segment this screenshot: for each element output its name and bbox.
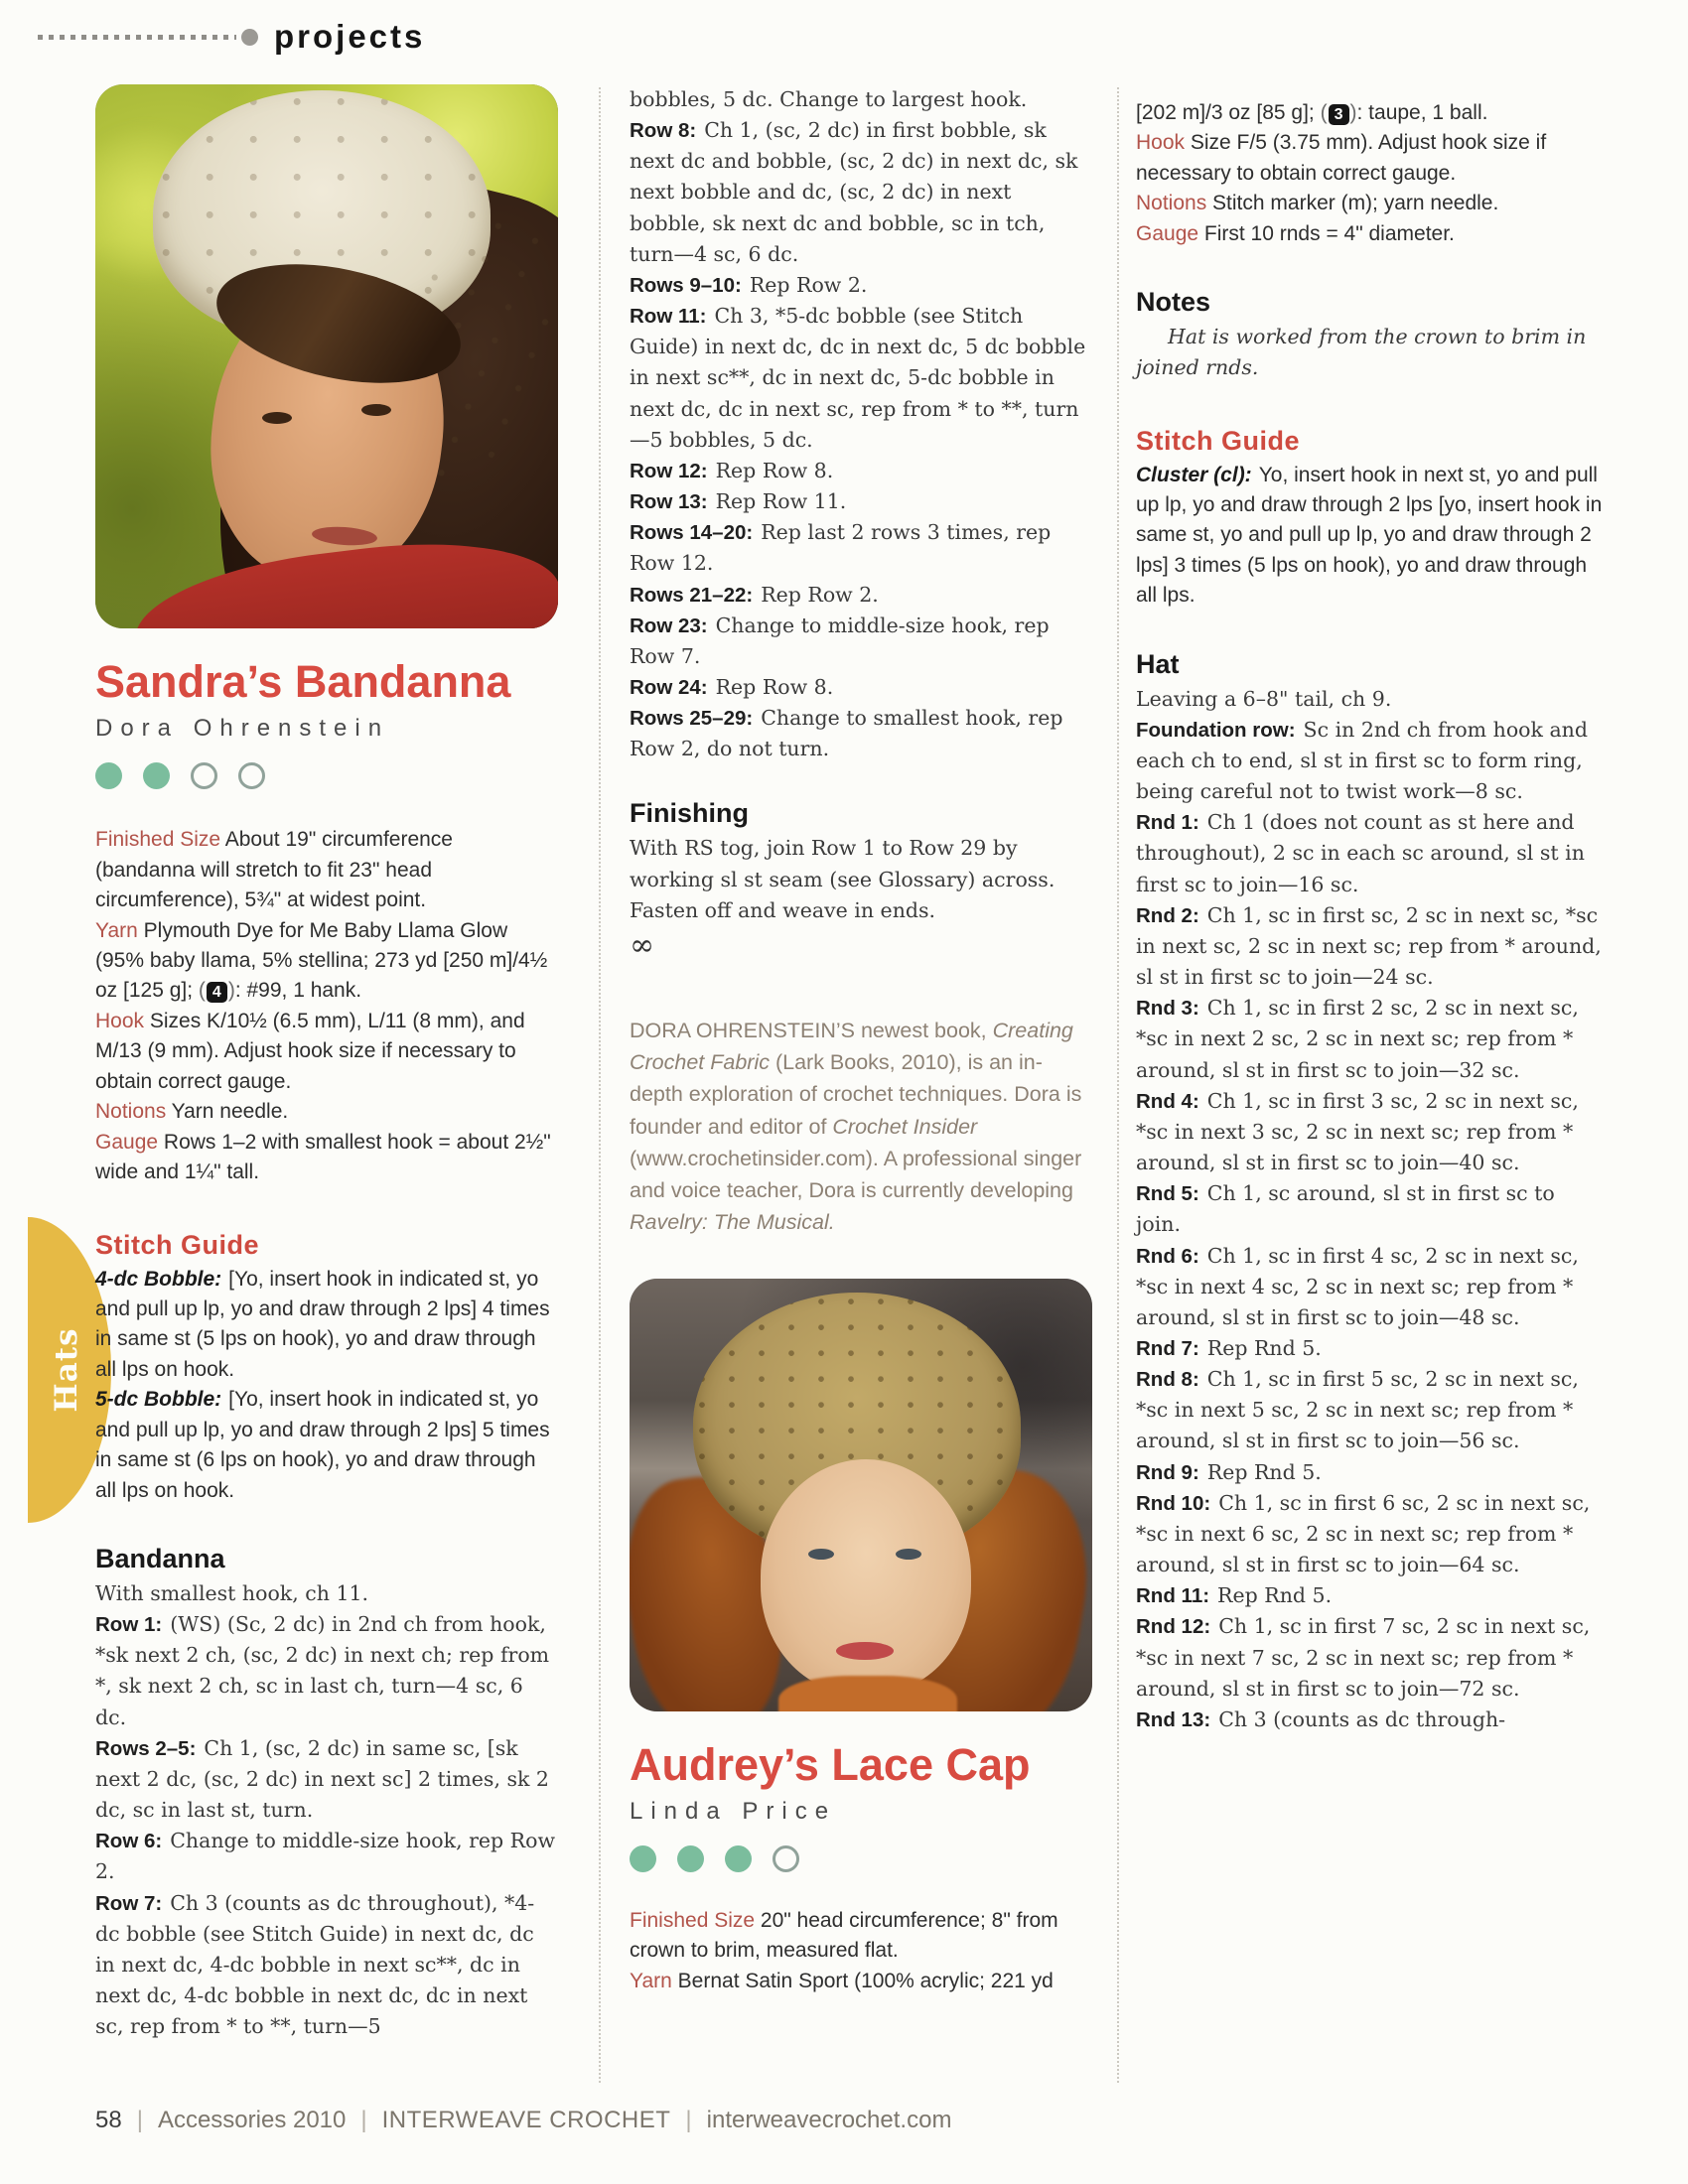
- spec-hook: Hook Size F/5 (3.75 mm). Adjust hook size if necessary to obtain correct gauge.: [1136, 131, 1547, 185]
- pattern-row: Rows 14–20: Rep last 2 rows 3 times, rep Row 12.: [630, 520, 1052, 576]
- model-eye: [361, 404, 391, 416]
- column-divider: [1117, 87, 1119, 2083]
- bandanna-heading: Bandanna: [95, 1544, 225, 1573]
- pattern-row: Row 23: Change to middle-size hook, rep Row 7.: [630, 613, 1050, 668]
- sandra-photo: [95, 84, 558, 628]
- footer-issue: Accessories 2010: [157, 2107, 347, 2133]
- pattern-row: Rows 25–29: Change to smallest hook, rep Row 2, do not turn.: [630, 706, 1063, 761]
- difficulty-dot: [725, 1845, 752, 1872]
- left-column: [95, 84, 558, 2042]
- dotted-rule: [38, 35, 236, 40]
- model-eye: [808, 1549, 834, 1560]
- pattern-row: Row 13: Rep Row 11.: [630, 489, 847, 514]
- footer-separator: |: [360, 2107, 367, 2133]
- page-footer: [95, 2107, 951, 2134]
- finishing-heading: Finishing: [630, 798, 749, 829]
- pattern-intro: With smallest hook, ch 11.: [95, 1581, 369, 1605]
- pattern-row: Row 7: Ch 3 (counts as dc throughout), *4-dc bobble (see Stitch Guide) in next dc, dc in next dc, 4-dc bobble in next sc**, dc in next dc, 4-dc bobble in next dc, dc in next sc, rep from * to **, turn—5: [95, 1890, 535, 2039]
- pattern-row: Rnd 5: Ch 1, sc around, sl st in first sc to join.: [1136, 1181, 1555, 1237]
- pattern-row: Rnd 8: Ch 1, sc in first 5 sc, 2 sc in next sc, *sc in next 5 sc, 2 sc in next sc; rep from * around, sl st in first sc to join—56 sc.: [1136, 1367, 1579, 1453]
- spec-yarn: Yarn Plymouth Dye for Me Baby Llama Glow (95% baby llama, 5% stellina; 273 yd [250 m]/4½ oz [125 g]; ( 4 ): #99, 1 hank.: [95, 918, 548, 1003]
- pattern-row: Rnd 13: Ch 3 (counts as dc through-: [1136, 1706, 1506, 1731]
- footer-separator: |: [136, 2107, 143, 2133]
- designer-bio: DORA OHRENSTEIN’S newest book, Creating Crochet Fabric (Lark Books, 2010), is an in-depth exploration of crochet techniques. Dora is founder and editor of Crochet Insider (www.crochetinsider.com). A professional singer and voice teacher, Dora is currently developing Ravelry: The Musical.: [630, 1018, 1082, 1235]
- pattern-specs-sandra: [95, 825, 558, 1187]
- difficulty-rating-sandra: [95, 762, 558, 789]
- column-divider: [599, 87, 601, 2083]
- spec-notions: Notions Yarn needle.: [95, 1100, 289, 1124]
- difficulty-dot: [95, 762, 122, 789]
- pattern-row: Rnd 11: Rep Rnd 5.: [1136, 1583, 1333, 1608]
- audrey-intro-block: [630, 1738, 1092, 1997]
- notes-text: Hat is worked from the crown to brim in joined rnds.: [1136, 325, 1587, 380]
- spec-finished-size: Finished Size About 19" circumference (bandanna will stretch to fit 23" head circumference), 5¾" at widest point.: [95, 828, 453, 912]
- hat-heading: Hat: [1136, 648, 1180, 679]
- stitch-guide-item: 5-dc Bobble: [Yo, insert hook in indicated st, yo and pull up lp, yo and draw through 2 lps] 5 times in same st (6 lps on hook), yo and draw through all lps on hook.: [95, 1388, 550, 1502]
- pattern-title-audrey: Audrey’s Lace Cap: [630, 1738, 1031, 1790]
- right-column: [1136, 84, 1603, 1735]
- difficulty-dot: [191, 762, 217, 789]
- audrey-photo: [630, 1279, 1092, 1711]
- pattern-row: Rnd 2: Ch 1, sc in first sc, 2 sc in next sc, *sc in next sc, 2 sc in next sc; rep from * around, sl st in first sc to join—24 sc.: [1136, 902, 1602, 990]
- yarn-weight-icon: 4: [207, 982, 227, 1003]
- footer-separator: |: [685, 2107, 692, 2133]
- pattern-row: Rows 9–10: Rep Row 2.: [630, 272, 868, 297]
- difficulty-dot: [677, 1845, 704, 1872]
- stitch-guide-heading-audrey: Stitch Guide: [1136, 425, 1301, 456]
- side-tab-label: Hats: [48, 1327, 84, 1413]
- difficulty-rating-audrey: [630, 1845, 1092, 1872]
- footer-magazine: INTERWEAVE CROCHET: [381, 2107, 671, 2133]
- pattern-row: Row 6: Change to middle-size hook, rep Row 2.: [95, 1829, 556, 1884]
- spec-gauge: Gauge First 10 rnds = 4" diameter.: [1136, 221, 1455, 245]
- footer-website: interweavecrochet.com: [706, 2107, 952, 2133]
- spec-yarn-continued: [202 m]/3 oz [85 g]; ( 3 ): taupe, 1 ball.: [1136, 101, 1488, 124]
- pattern-row: Rnd 6: Ch 1, sc in first 4 sc, 2 sc in next sc, *sc in next 4 sc, 2 sc in next sc; rep from * around, sl st in first sc to join—48 sc.: [1136, 1243, 1579, 1329]
- finishing-text: With RS tog, join Row 1 to Row 29 by working sl st seam (see Glossary) across. Fasten off and weave in ends.: [630, 836, 1055, 922]
- difficulty-dot: [630, 1845, 656, 1872]
- pattern-row-continuation: bobbles, 5 dc. Change to largest hook.: [630, 87, 1028, 111]
- pattern-intro: Leaving a 6–8" tail, ch 9.: [1136, 686, 1392, 711]
- difficulty-dot: [143, 762, 170, 789]
- model-eye: [262, 412, 292, 424]
- model-scarf: [778, 1676, 957, 1711]
- stitch-guide-item: Cluster (cl): Yo, insert hook in next st, yo and pull up lp, yo and draw through 2 lps [yo, insert hook in same st, yo and pull up lp, yo and draw through 2 lps] 3 times (5 lps on hook), yo and draw through all lps.: [1136, 463, 1603, 608]
- page-header: [38, 18, 425, 56]
- middle-column: [630, 84, 1092, 1996]
- pattern-row: Row 1: (WS) (Sc, 2 dc) in 2nd ch from hook, *sk next 2 ch, (sc, 2 dc) in next ch; rep from *, sk next 2 ch, sc in last ch, turn—4 sc, 6 dc.: [95, 1612, 550, 1729]
- end-of-pattern-icon: ∞: [630, 927, 654, 963]
- yarn-weight-icon: 3: [1329, 104, 1349, 125]
- pattern-row: Rows 21–22: Rep Row 2.: [630, 582, 879, 607]
- spec-hook: Hook Sizes K/10½ (6.5 mm), L/11 (8 mm), and M/13 (9 mm). Adjust hook size if necessary to obtain correct gauge.: [95, 1009, 525, 1093]
- pattern-row: Row 11: Ch 3, *5-dc bobble (see Stitch Guide) in next dc, dc in next dc, 5 dc bobble in next sc**, dc in next dc, 5-dc bobble in next dc, dc in next sc, rep from * to **, turn—5 bobbles, 5 dc.: [630, 304, 1086, 452]
- pattern-row: Rnd 1: Ch 1 (does not count as st here and throughout), 2 sc in each sc around, sl st in first sc to join—16 sc.: [1136, 810, 1585, 896]
- pattern-row: Row 12: Rep Row 8.: [630, 458, 834, 482]
- page-number: 58: [95, 2107, 122, 2133]
- stitch-guide-item: 4-dc Bobble: [Yo, insert hook in indicated st, yo and pull up lp, yo and draw through 2 lps] 4 times in same st (5 lps on hook), yo and draw through all lps on hook.: [95, 1267, 550, 1381]
- section-title: projects: [274, 18, 426, 55]
- difficulty-dot: [238, 762, 265, 789]
- pattern-row: Row 8: Ch 1, (sc, 2 dc) in first bobble, sk next dc and bobble, (sc, 2 dc) in next dc, sk next bobble and dc, (sc, 2 dc) in next bobble, sk next dc and bobble, sc in tch, turn—4 sc, 6 dc.: [630, 118, 1078, 266]
- pattern-row: Row 24: Rep Row 8.: [630, 674, 834, 699]
- pattern-row: Rnd 9: Rep Rnd 5.: [1136, 1459, 1322, 1484]
- pattern-title-sandra: Sandra’s Bandanna: [95, 656, 511, 707]
- spec-gauge: Gauge Rows 1–2 with smallest hook = about 2½" wide and 1¼" tall.: [95, 1130, 551, 1184]
- pattern-row: Rnd 3: Ch 1, sc in first 2 sc, 2 sc in next sc, *sc in next 2 sc, 2 sc in next sc; rep from * around, sl st in first sc to join—32 sc.: [1136, 996, 1579, 1082]
- pattern-row: Rnd 4: Ch 1, sc in first 3 sc, 2 sc in next sc, *sc in next 3 sc, 2 sc in next sc; rep from * around, sl st in first sc to join—40 sc.: [1136, 1088, 1579, 1175]
- pattern-row: Foundation row: Sc in 2nd ch from hook and each ch to end, sl st in first sc to form ring, being careful not to twist work—8 sc.: [1136, 717, 1589, 804]
- stitch-guide-heading-sandra: Stitch Guide: [95, 1229, 260, 1260]
- spec-yarn: Yarn Bernat Satin Sport (100% acrylic; 221 yd: [630, 1969, 1054, 1992]
- pattern-row: Rnd 10: Ch 1, sc in first 6 sc, 2 sc in next sc, *sc in next 6 sc, 2 sc in next sc; rep from * around, sl st in first sc to join—64 sc.: [1136, 1490, 1591, 1577]
- model-lips: [836, 1642, 894, 1660]
- notes-heading: Notes: [1136, 287, 1211, 318]
- pattern-row: Rnd 7: Rep Rnd 5.: [1136, 1335, 1322, 1360]
- difficulty-dot: [773, 1845, 799, 1872]
- model-eye: [896, 1549, 921, 1560]
- designer-name-sandra: Dora Ohrenstein: [95, 715, 390, 743]
- spec-finished-size: Finished Size 20" head circumference; 8" from crown to brim, measured flat.: [630, 1908, 1058, 1963]
- designer-name-audrey: Linda Price: [630, 1797, 837, 1825]
- section-bullet-icon: [241, 29, 258, 46]
- pattern-row: Rows 2–5: Ch 1, (sc, 2 dc) in same sc, [sk next 2 dc, (sc, 2 dc) in next sc] 2 times, sk 2 dc, sc in last st, turn.: [95, 1735, 549, 1823]
- pattern-row: Rnd 12: Ch 1, sc in first 7 sc, 2 sc in next sc, *sc in next 7 sc, 2 sc in next sc; rep from * around, sl st in first sc to join—72 sc.: [1136, 1614, 1591, 1701]
- spec-notions: Notions Stitch marker (m); yarn needle.: [1136, 192, 1499, 215]
